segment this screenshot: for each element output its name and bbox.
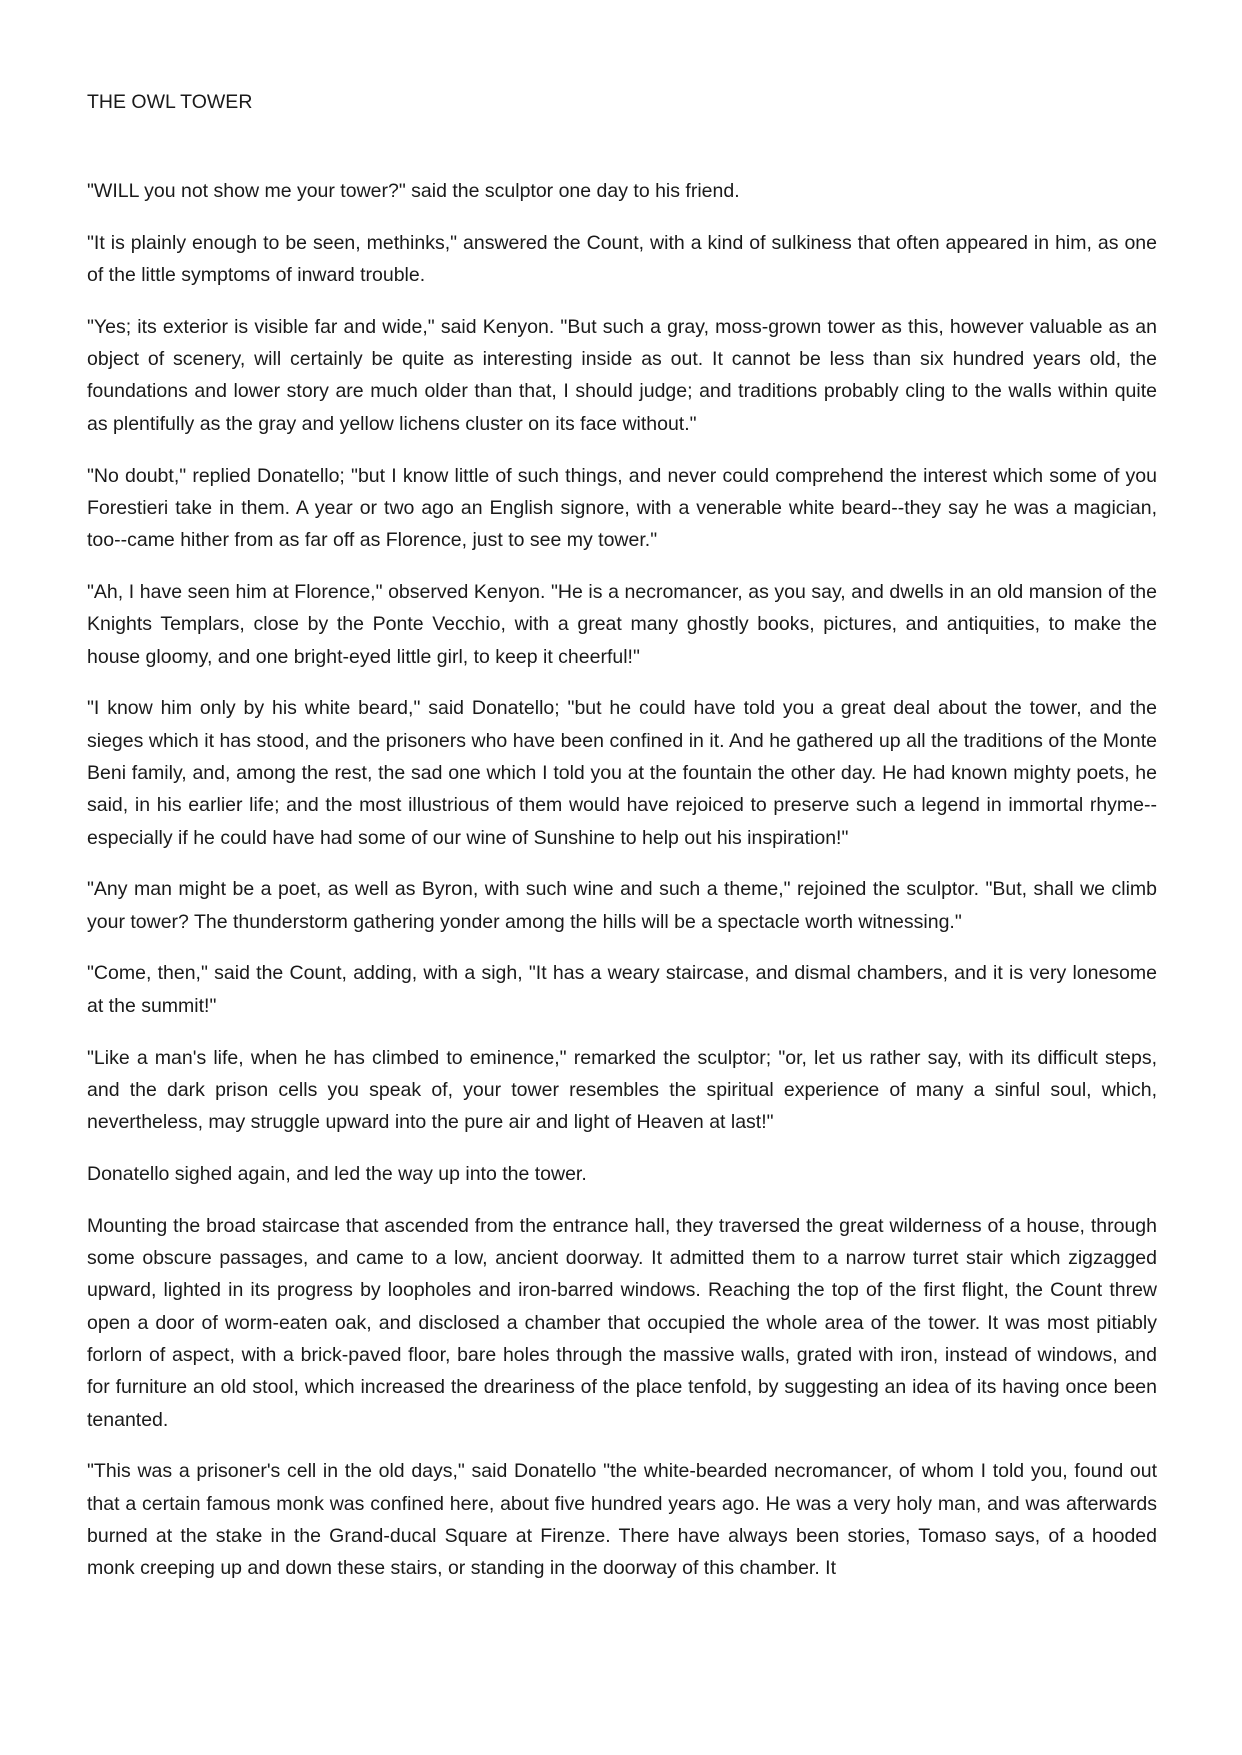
paragraph: "Any man might be a poet, as well as Byron, with such wine and such a theme," rejoined the sculptor. "But, shall we climb your tower? The thunderstorm gathering yonder among the hills will be a spectacle worth witnessing."	[87, 878, 1157, 933]
paragraph: "Come, then," said the Count, adding, with a sigh, "It has a weary staircase, and dismal chambers, and it is very lonesome at the summit!"	[87, 962, 1157, 1017]
paragraph: "I know him only by his white beard," said Donatello; "but he could have told you a great deal about the tower, and the sieges which it has stood, and the prisoners who have been confined in it. And he gathered up all the traditions of the Monte Beni family, and, among the rest, the sad one which I told you at the fountain the other day. He had known mighty poets, he said, in his earlier life; and the most illustrious of them would have rejoiced to preserve such a legend in immortal rhyme--especially if he could have had some of our wine of Sunshine to help out his inspiration!"	[87, 697, 1157, 849]
paragraph: "No doubt," replied Donatello; "but I know little of such things, and never could comprehend the interest which some of you Forestieri take in them. A year or two ago an English signore, with a venerable white beard--they say he was a magician, too--came hither from as far off as Florence, just to see my tower."	[87, 464, 1157, 552]
paragraph: Donatello sighed again, and led the way up into the tower.	[87, 1162, 587, 1185]
chapter-title: THE OWL TOWER	[87, 91, 253, 113]
paragraph: "Yes; its exterior is visible far and wide," said Kenyon. "But such a gray, moss-grown tower as this, however valuable as an object of scenery, will certainly be quite as interesting inside as out. It cannot be less than six hundred years old, the foundations and lower story are much older than that, I should judge; and traditions probably cling to the walls within quite as plentifully as the gray and yellow lichens cluster on its face without."	[87, 315, 1157, 435]
paragraph: "This was a prisoner's cell in the old days," said Donatello "the white-bearded necromancer, of whom I told you, found out that a certain famous monk was confined here, about five hundred years ago. He was a very holy man, and was afterwards burned at the stake in the Grand-ducal Square at Firenze. There have always been stories, Tomaso says, of a hooded monk creeping up and down these stairs, or standing in the doorway of this chamber. It	[87, 1460, 1157, 1580]
paragraph: "It is plainly enough to be seen, methinks," answered the Count, with a kind of sulkiness that often appeared in him, as one of the little symptoms of inward trouble.	[87, 231, 1157, 287]
paragraph: "Like a man's life, when he has climbed to eminence," remarked the sculptor; "or, let us rather say, with its difficult steps, and the dark prison cells you speak of, your tower resembles the spiritual experience of many a sinful soul, which, nevertheless, may struggle upward into the pure air and light of Heaven at last!"	[87, 1046, 1157, 1134]
document-page	[87, 86, 1157, 1604]
paragraph: "WILL you not show me your tower?" said the sculptor one day to his friend.	[87, 180, 740, 202]
paragraph: "Ah, I have seen him at Florence," observed Kenyon. "He is a necromancer, as you say, and dwells in an old mansion of the Knights Templars, close by the Ponte Vecchio, with a great many ghostly books, pictures, and antiquities, to make the house gloomy, and one bright-eyed little girl, to keep it cheerful!"	[87, 580, 1157, 668]
paragraph: Mounting the broad staircase that ascended from the entrance hall, they traversed the great wilderness of a house, through some obscure passages, and came to a low, ancient doorway. It admitted them to a narrow turret stair which zigzagged upward, lighted in its progress by loopholes and iron-barred windows. Reaching the top of the first flight, the Count threw open a door of worm-eaten oak, and disclosed a chamber that occupied the whole area of the tower. It was most pitiably forlorn of aspect, with a brick-paved floor, bare holes through the massive walls, grated with iron, instead of windows, and for furniture an old stool, which increased the dreariness of the place tenfold, by suggesting an idea of its having once been tenanted.	[87, 1214, 1157, 1431]
